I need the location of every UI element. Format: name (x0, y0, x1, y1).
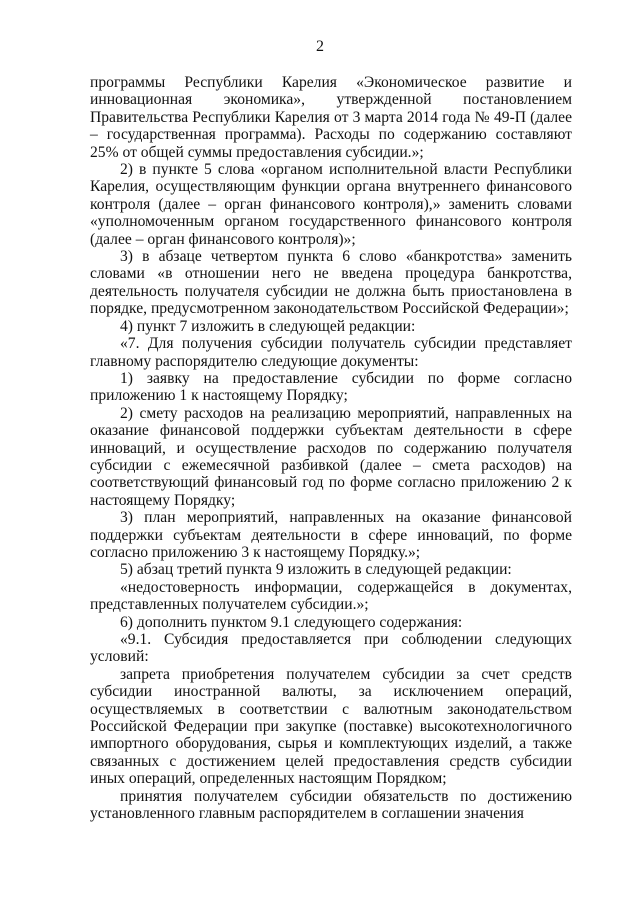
paragraph-condition-obligations: принятия получателем субсидии обязательств по достижению установленного главным распорядителем в соглашении значения (90, 787, 572, 823)
page-number: 2 (316, 38, 324, 55)
paragraph-continuation: программы Республики Карелия «Экономическое развитие и инновационная экономика», утвержденной постановлением Правительства Республики Карелия от 3 марта 2014 года № 49-П (далее – государственная программа). Расходы по содержанию составляют 25% от общей суммы предоставления субсидии.»; (90, 74, 572, 161)
paragraph-item-6: 6) дополнить пунктом 9.1 следующего содержания: (120, 613, 463, 631)
paragraph-item-3: 3) в абзаце четвертом пункта 6 слово «банкротства» заменить словами «в отношении него не введена процедура банкротства, деятельность получателя субсидии не должна быть приостановлена в порядке, предусмотренном законодательством Российской Федерации»; (90, 248, 572, 318)
paragraph-item-2: 2) в пункте 5 слова «органом исполнительной власти Республики Карелия, осуществляющим функции органа внутреннего финансового контроля (далее – орган финансового контроля),» заменить словами «уполномоченным органом государственного финансового контроля (далее – орган финансового контроля)»; (90, 161, 572, 248)
paragraph-item-5-text: «недостоверность информации, содержащейся в документах, представленных получателем субсидии.»; (90, 578, 572, 614)
paragraph-clause-7-sub-2: 2) смету расходов на реализацию мероприятий, направленных на оказание финансовой поддержки субъектам деятельности в сфере инноваций, и осуществление расходов по содержанию получателя субсидии с ежемесячной разбивкой (далее – смета расходов) на соответствующий финансовый год по форме согласно приложению 2 к настоящему Порядку; (90, 404, 572, 509)
paragraph-condition-currency: запрета приобретения получателем субсидии за счет средств субсидии иностранной валюты, за исключением операций, осуществляемых в соответствии с валютным законодательством Российской Федерации при закупке (поставке) высокотехнологичного импортного оборудования, сырья и комплектующих изделий, а также связанных с достижением целей предоставления средств субсидии иных операций, определенных настоящим Порядком; (90, 665, 572, 788)
paragraph-item-5: 5) абзац третий пункта 9 изложить в следующей редакции: (120, 561, 512, 579)
paragraph-clause-7-sub-1: 1) заявку на предоставление субсидии по форме согласно приложению 1 к настоящему Порядку; (90, 369, 572, 405)
paragraph-clause-7: «7. Для получения субсидии получатель субсидии представляет главному распорядителю следующие документы: (90, 335, 572, 370)
paragraph-clause-7-sub-3: 3) план мероприятий, направленных на оказание финансовой поддержки субъектам деятельности в сфере инноваций, по форме согласно приложению 3 к настоящему Порядку.»; (90, 509, 572, 561)
paragraph-item-4: 4) пункт 7 изложить в следующей редакции: (120, 317, 416, 335)
paragraph-clause-9-1: «9.1. Субсидия предоставляется при соблюдении следующих условий: (90, 631, 572, 666)
document-body (90, 74, 572, 822)
